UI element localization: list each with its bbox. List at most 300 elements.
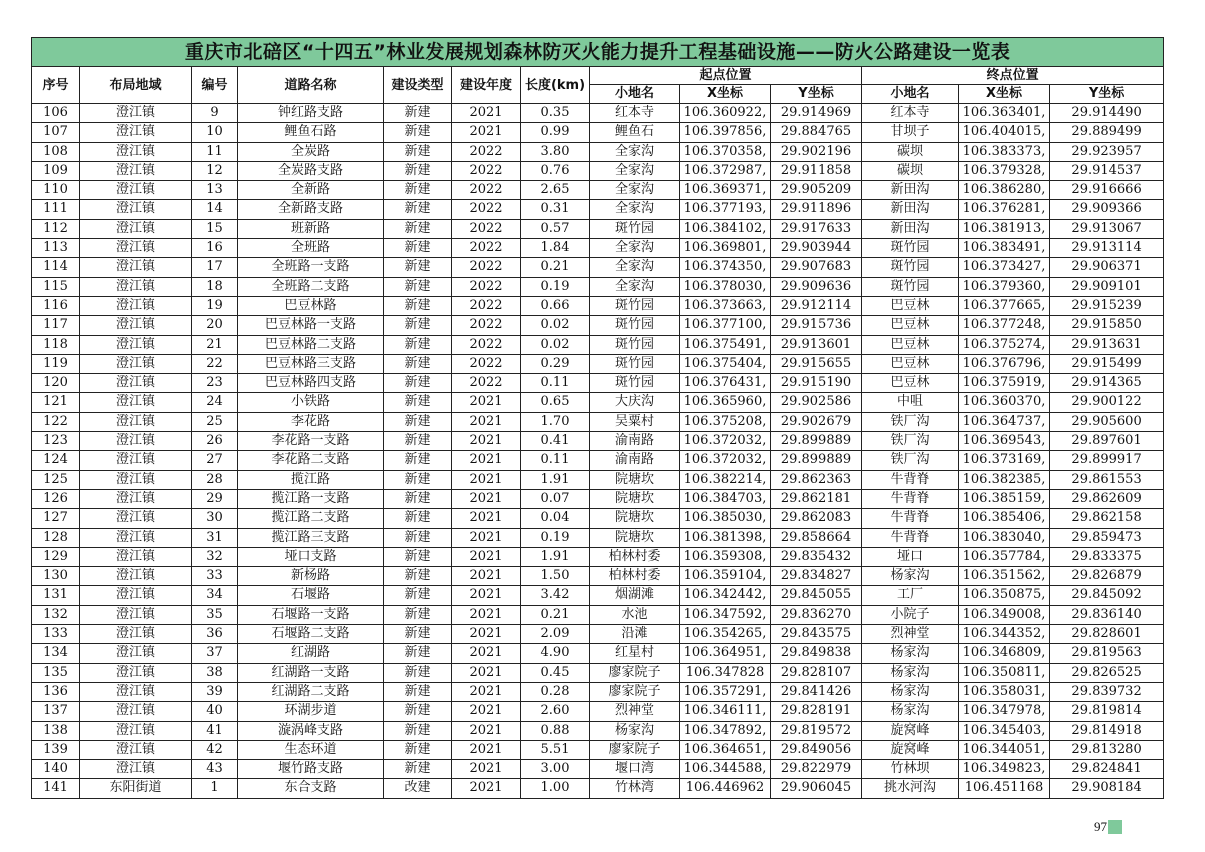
cell-seq: 107: [32, 123, 80, 142]
cell-end-x: 106.379328,: [959, 161, 1050, 180]
cell-location: 澄江镇: [80, 123, 192, 142]
cell-start-place: 院塘坎: [590, 470, 680, 489]
cell-code: 11: [192, 142, 238, 161]
cell-seq: 122: [32, 412, 80, 431]
fire-road-table: [31, 37, 1164, 799]
cell-seq: 110: [32, 181, 80, 200]
cell-start-y: 29.911858: [771, 161, 862, 180]
cell-start-y: 29.915736: [771, 316, 862, 335]
cell-start-place: 水池: [590, 605, 680, 624]
cell-road: 揽江路: [238, 470, 384, 489]
cell-type: 新建: [384, 432, 452, 451]
cell-start-x: 106.372032,: [680, 432, 771, 451]
cell-end-y: 29.923957: [1050, 142, 1164, 161]
table-row: [32, 451, 1164, 470]
cell-end-x: 106.377665,: [959, 296, 1050, 315]
cell-location: 澄江镇: [80, 682, 192, 701]
cell-code: 1: [192, 779, 238, 798]
cell-road: 全新路: [238, 181, 384, 200]
cell-code: 22: [192, 354, 238, 373]
cell-start-place: 廖家院子: [590, 682, 680, 701]
cell-end-x: 106.347978,: [959, 702, 1050, 721]
cell-length: 1.50: [521, 567, 590, 586]
cell-type: 新建: [384, 760, 452, 779]
cell-year: 2022: [452, 142, 521, 161]
cell-seq: 115: [32, 277, 80, 296]
cell-start-y: 29.912114: [771, 296, 862, 315]
cell-year: 2021: [452, 779, 521, 798]
cell-end-y: 29.899917: [1050, 451, 1164, 470]
cell-length: 1.00: [521, 779, 590, 798]
cell-year: 2022: [452, 181, 521, 200]
cell-length: 0.02: [521, 316, 590, 335]
cell-seq: 109: [32, 161, 80, 180]
cell-type: 新建: [384, 142, 452, 161]
cell-length: 0.19: [521, 277, 590, 296]
cell-start-x: 106.375491,: [680, 335, 771, 354]
cell-end-y: 29.845092: [1050, 586, 1164, 605]
cell-location: 澄江镇: [80, 721, 192, 740]
cell-seq: 106: [32, 104, 80, 123]
col-header-location: 布局地域: [80, 67, 192, 104]
cell-end-y: 29.826879: [1050, 567, 1164, 586]
cell-end-place: 烈神堂: [862, 625, 959, 644]
table-row: [32, 181, 1164, 200]
cell-road: 红湖路二支路: [238, 682, 384, 701]
cell-type: 新建: [384, 161, 452, 180]
cell-code: 27: [192, 451, 238, 470]
cell-end-y: 29.819563: [1050, 644, 1164, 663]
cell-seq: 127: [32, 509, 80, 528]
table-row: [32, 682, 1164, 701]
table-row: [32, 779, 1164, 798]
cell-start-place: 斑竹园: [590, 296, 680, 315]
cell-length: 0.19: [521, 528, 590, 547]
table-row: [32, 489, 1164, 508]
cell-location: 澄江镇: [80, 547, 192, 566]
cell-start-y: 29.899889: [771, 432, 862, 451]
table-row: [32, 470, 1164, 489]
cell-road: 环湖步道: [238, 702, 384, 721]
cell-seq: 116: [32, 296, 80, 315]
cell-location: 澄江镇: [80, 412, 192, 431]
cell-type: 新建: [384, 354, 452, 373]
cell-length: 1.70: [521, 412, 590, 431]
table-row: [32, 740, 1164, 759]
cell-end-place: 新田沟: [862, 200, 959, 219]
cell-year: 2022: [452, 335, 521, 354]
cell-end-y: 29.839732: [1050, 682, 1164, 701]
cell-end-place: 巴豆林: [862, 374, 959, 393]
cell-end-y: 29.914365: [1050, 374, 1164, 393]
cell-seq: 119: [32, 354, 80, 373]
cell-start-x: 106.385030,: [680, 509, 771, 528]
cell-end-y: 29.909366: [1050, 200, 1164, 219]
cell-start-x: 106.384102,: [680, 219, 771, 238]
page-number-label: 97: [1094, 819, 1107, 834]
cell-length: 3.00: [521, 760, 590, 779]
table-row: [32, 721, 1164, 740]
cell-code: 32: [192, 547, 238, 566]
cell-code: 42: [192, 740, 238, 759]
cell-start-place: 院塘坎: [590, 509, 680, 528]
cell-type: 新建: [384, 335, 452, 354]
cell-type: 新建: [384, 316, 452, 335]
cell-end-y: 29.905600: [1050, 412, 1164, 431]
cell-start-y: 29.828191: [771, 702, 862, 721]
cell-start-place: 红本寺: [590, 104, 680, 123]
cell-end-x: 106.358031,: [959, 682, 1050, 701]
cell-year: 2021: [452, 721, 521, 740]
table-row: [32, 219, 1164, 238]
cell-start-place: 柏林村委: [590, 547, 680, 566]
cell-start-x: 106.377193,: [680, 200, 771, 219]
cell-end-x: 106.385159,: [959, 489, 1050, 508]
cell-length: 0.04: [521, 509, 590, 528]
cell-year: 2021: [452, 663, 521, 682]
cell-start-y: 29.913601: [771, 335, 862, 354]
cell-start-place: 全家沟: [590, 239, 680, 258]
cell-location: 澄江镇: [80, 393, 192, 412]
cell-start-place: 渝南路: [590, 451, 680, 470]
cell-type: 新建: [384, 470, 452, 489]
cell-seq: 114: [32, 258, 80, 277]
cell-location: 澄江镇: [80, 432, 192, 451]
cell-type: 新建: [384, 296, 452, 315]
cell-code: 25: [192, 412, 238, 431]
cell-end-place: 牛背脊: [862, 528, 959, 547]
cell-seq: 112: [32, 219, 80, 238]
cell-length: 2.65: [521, 181, 590, 200]
cell-start-y: 29.909636: [771, 277, 862, 296]
cell-end-y: 29.913114: [1050, 239, 1164, 258]
cell-end-place: 牛背脊: [862, 470, 959, 489]
cell-location: 澄江镇: [80, 528, 192, 547]
table-row: [32, 258, 1164, 277]
cell-end-x: 106.383373,: [959, 142, 1050, 161]
cell-year: 2021: [452, 489, 521, 508]
cell-start-place: 廖家院子: [590, 740, 680, 759]
cell-end-place: 铁厂沟: [862, 451, 959, 470]
cell-start-x: 106.359104,: [680, 567, 771, 586]
table-row: [32, 316, 1164, 335]
cell-start-y: 29.902196: [771, 142, 862, 161]
cell-start-x: 106.364951,: [680, 644, 771, 663]
cell-year: 2021: [452, 740, 521, 759]
cell-end-place: 巴豆林: [862, 316, 959, 335]
col-header-code: 编号: [192, 67, 238, 104]
cell-start-y: 29.862083: [771, 509, 862, 528]
cell-start-y: 29.884765: [771, 123, 862, 142]
cell-location: 澄江镇: [80, 335, 192, 354]
cell-start-y: 29.828107: [771, 663, 862, 682]
cell-road: 石堰路一支路: [238, 605, 384, 624]
cell-type: 新建: [384, 181, 452, 200]
cell-location: 澄江镇: [80, 644, 192, 663]
cell-start-x: 106.369801,: [680, 239, 771, 258]
cell-code: 20: [192, 316, 238, 335]
table-row: [32, 586, 1164, 605]
cell-start-x: 106.344588,: [680, 760, 771, 779]
cell-start-place: 堰口湾: [590, 760, 680, 779]
cell-year: 2021: [452, 605, 521, 624]
cell-start-x: 106.372987,: [680, 161, 771, 180]
cell-start-y: 29.914969: [771, 104, 862, 123]
cell-location: 澄江镇: [80, 374, 192, 393]
cell-start-place: 红星村: [590, 644, 680, 663]
cell-code: 21: [192, 335, 238, 354]
cell-end-x: 106.383040,: [959, 528, 1050, 547]
cell-road: 全炭路: [238, 142, 384, 161]
cell-end-place: 杨家沟: [862, 567, 959, 586]
cell-road: 巴豆林路一支路: [238, 316, 384, 335]
cell-end-x: 106.346809,: [959, 644, 1050, 663]
cell-end-y: 29.915239: [1050, 296, 1164, 315]
cell-location: 澄江镇: [80, 470, 192, 489]
cell-type: 新建: [384, 258, 452, 277]
cell-end-x: 106.373427,: [959, 258, 1050, 277]
table-row: [32, 528, 1164, 547]
cell-start-place: 斑竹园: [590, 219, 680, 238]
cell-location: 澄江镇: [80, 239, 192, 258]
cell-end-x: 106.375919,: [959, 374, 1050, 393]
cell-end-y: 29.824841: [1050, 760, 1164, 779]
table-row: [32, 374, 1164, 393]
cell-start-x: 106.373663,: [680, 296, 771, 315]
cell-location: 澄江镇: [80, 316, 192, 335]
cell-road: 全班路一支路: [238, 258, 384, 277]
cell-end-y: 29.914490: [1050, 104, 1164, 123]
cell-seq: 135: [32, 663, 80, 682]
cell-seq: 121: [32, 393, 80, 412]
cell-type: 新建: [384, 277, 452, 296]
cell-seq: 134: [32, 644, 80, 663]
cell-start-y: 29.906045: [771, 779, 862, 798]
cell-start-place: 渝南路: [590, 432, 680, 451]
cell-start-y: 29.862363: [771, 470, 862, 489]
cell-start-x: 106.342442,: [680, 586, 771, 605]
cell-type: 新建: [384, 412, 452, 431]
cell-length: 0.35: [521, 104, 590, 123]
cell-code: 12: [192, 161, 238, 180]
cell-location: 澄江镇: [80, 200, 192, 219]
cell-start-y: 29.903944: [771, 239, 862, 258]
cell-end-y: 29.909101: [1050, 277, 1164, 296]
cell-end-place: 杨家沟: [862, 644, 959, 663]
cell-year: 2021: [452, 451, 521, 470]
cell-start-place: 竹林湾: [590, 779, 680, 798]
cell-start-place: 廖家院子: [590, 663, 680, 682]
col-header-seq: 序号: [32, 67, 80, 104]
cell-location: 澄江镇: [80, 104, 192, 123]
cell-end-place: 斑竹园: [862, 258, 959, 277]
cell-end-place: 杨家沟: [862, 663, 959, 682]
cell-location: 澄江镇: [80, 277, 192, 296]
cell-location: 东阳街道: [80, 779, 192, 798]
table-row: [32, 200, 1164, 219]
cell-start-x: 106.347892,: [680, 721, 771, 740]
cell-end-y: 29.908184: [1050, 779, 1164, 798]
cell-year: 2021: [452, 123, 521, 142]
cell-end-x: 106.404015,: [959, 123, 1050, 142]
cell-start-y: 29.845055: [771, 586, 862, 605]
table-row: [32, 142, 1164, 161]
cell-end-place: 铁厂沟: [862, 412, 959, 431]
cell-seq: 136: [32, 682, 80, 701]
cell-location: 澄江镇: [80, 702, 192, 721]
cell-code: 28: [192, 470, 238, 489]
col-header-start-x: X坐标: [680, 85, 771, 104]
cell-start-place: 全家沟: [590, 200, 680, 219]
cell-start-x: 106.347828: [680, 663, 771, 682]
cell-start-y: 29.905209: [771, 181, 862, 200]
cell-year: 2021: [452, 625, 521, 644]
cell-end-x: 106.375274,: [959, 335, 1050, 354]
cell-end-x: 106.386280,: [959, 181, 1050, 200]
cell-start-x: 106.384703,: [680, 489, 771, 508]
table-row: [32, 393, 1164, 412]
cell-location: 澄江镇: [80, 451, 192, 470]
cell-start-y: 29.843575: [771, 625, 862, 644]
cell-end-y: 29.814918: [1050, 721, 1164, 740]
cell-seq: 141: [32, 779, 80, 798]
cell-end-place: 牛背脊: [862, 509, 959, 528]
cell-start-place: 全家沟: [590, 161, 680, 180]
cell-location: 澄江镇: [80, 181, 192, 200]
col-group-end: 终点位置: [862, 67, 1164, 85]
cell-end-place: 新田沟: [862, 181, 959, 200]
cell-type: 新建: [384, 644, 452, 663]
cell-type: 新建: [384, 393, 452, 412]
cell-start-y: 29.849838: [771, 644, 862, 663]
cell-length: 3.42: [521, 586, 590, 605]
cell-type: 新建: [384, 489, 452, 508]
cell-start-x: 106.359308,: [680, 547, 771, 566]
cell-code: 13: [192, 181, 238, 200]
cell-type: 新建: [384, 104, 452, 123]
cell-end-place: 工厂: [862, 586, 959, 605]
cell-location: 澄江镇: [80, 567, 192, 586]
cell-type: 新建: [384, 547, 452, 566]
cell-end-place: 巴豆林: [862, 354, 959, 373]
cell-length: 0.88: [521, 721, 590, 740]
cell-road: 巴豆林路四支路: [238, 374, 384, 393]
cell-start-place: 大庆沟: [590, 393, 680, 412]
col-header-year: 建设年度: [452, 67, 521, 104]
cell-start-x: 106.360922,: [680, 104, 771, 123]
cell-length: 2.09: [521, 625, 590, 644]
cell-start-y: 29.899889: [771, 451, 862, 470]
cell-year: 2021: [452, 470, 521, 489]
col-header-end-y: Y坐标: [1050, 85, 1164, 104]
cell-year: 2021: [452, 509, 521, 528]
table-row: [32, 296, 1164, 315]
cell-seq: 133: [32, 625, 80, 644]
cell-end-y: 29.914537: [1050, 161, 1164, 180]
cell-type: 新建: [384, 586, 452, 605]
cell-end-place: 斑竹园: [862, 277, 959, 296]
cell-seq: 124: [32, 451, 80, 470]
cell-end-x: 106.379360,: [959, 277, 1050, 296]
cell-length: 5.51: [521, 740, 590, 759]
cell-location: 澄江镇: [80, 605, 192, 624]
cell-start-place: 烟湖滩: [590, 586, 680, 605]
cell-end-place: 小院子: [862, 605, 959, 624]
cell-end-x: 106.344051,: [959, 740, 1050, 759]
cell-road: 红湖路一支路: [238, 663, 384, 682]
cell-code: 16: [192, 239, 238, 258]
cell-start-x: 106.446962: [680, 779, 771, 798]
page-marker: [1108, 820, 1122, 834]
cell-start-x: 106.369371,: [680, 181, 771, 200]
cell-code: 24: [192, 393, 238, 412]
cell-end-place: 旋窝峰: [862, 740, 959, 759]
cell-seq: 108: [32, 142, 80, 161]
cell-length: 0.11: [521, 374, 590, 393]
cell-code: 19: [192, 296, 238, 315]
cell-start-y: 29.819572: [771, 721, 862, 740]
cell-end-y: 29.906371: [1050, 258, 1164, 277]
cell-location: 澄江镇: [80, 258, 192, 277]
cell-start-x: 106.347592,: [680, 605, 771, 624]
cell-start-place: 沿滩: [590, 625, 680, 644]
cell-start-x: 106.376431,: [680, 374, 771, 393]
cell-end-x: 106.349008,: [959, 605, 1050, 624]
cell-start-x: 106.382214,: [680, 470, 771, 489]
cell-start-place: 斑竹园: [590, 354, 680, 373]
cell-end-x: 106.385406,: [959, 509, 1050, 528]
table-row: [32, 663, 1164, 682]
cell-start-x: 106.378030,: [680, 277, 771, 296]
cell-end-y: 29.862158: [1050, 509, 1164, 528]
cell-end-x: 106.344352,: [959, 625, 1050, 644]
cell-length: 3.80: [521, 142, 590, 161]
cell-location: 澄江镇: [80, 219, 192, 238]
cell-end-place: 新田沟: [862, 219, 959, 238]
cell-year: 2022: [452, 296, 521, 315]
cell-end-y: 29.813280: [1050, 740, 1164, 759]
cell-start-x: 106.346111,: [680, 702, 771, 721]
cell-end-x: 106.377248,: [959, 316, 1050, 335]
cell-length: 0.57: [521, 219, 590, 238]
table-row: [32, 702, 1164, 721]
cell-location: 澄江镇: [80, 509, 192, 528]
cell-year: 2021: [452, 393, 521, 412]
cell-end-y: 29.819814: [1050, 702, 1164, 721]
cell-type: 新建: [384, 123, 452, 142]
cell-start-place: 斑竹园: [590, 316, 680, 335]
table-row: [32, 644, 1164, 663]
cell-road: 李花路一支路: [238, 432, 384, 451]
cell-year: 2022: [452, 200, 521, 219]
cell-year: 2021: [452, 702, 521, 721]
cell-start-place: 全家沟: [590, 181, 680, 200]
cell-type: 新建: [384, 605, 452, 624]
cell-start-y: 29.902679: [771, 412, 862, 431]
cell-length: 0.21: [521, 258, 590, 277]
cell-end-y: 29.826525: [1050, 663, 1164, 682]
road-construction-sheet: [31, 37, 1163, 799]
cell-start-place: 柏林村委: [590, 567, 680, 586]
cell-end-place: 甘坝子: [862, 123, 959, 142]
cell-end-x: 106.364737,: [959, 412, 1050, 431]
cell-start-place: 院塘坎: [590, 528, 680, 547]
cell-type: 改建: [384, 779, 452, 798]
cell-end-x: 106.376796,: [959, 354, 1050, 373]
cell-end-x: 106.350811,: [959, 663, 1050, 682]
cell-end-x: 106.383491,: [959, 239, 1050, 258]
cell-length: 1.91: [521, 547, 590, 566]
